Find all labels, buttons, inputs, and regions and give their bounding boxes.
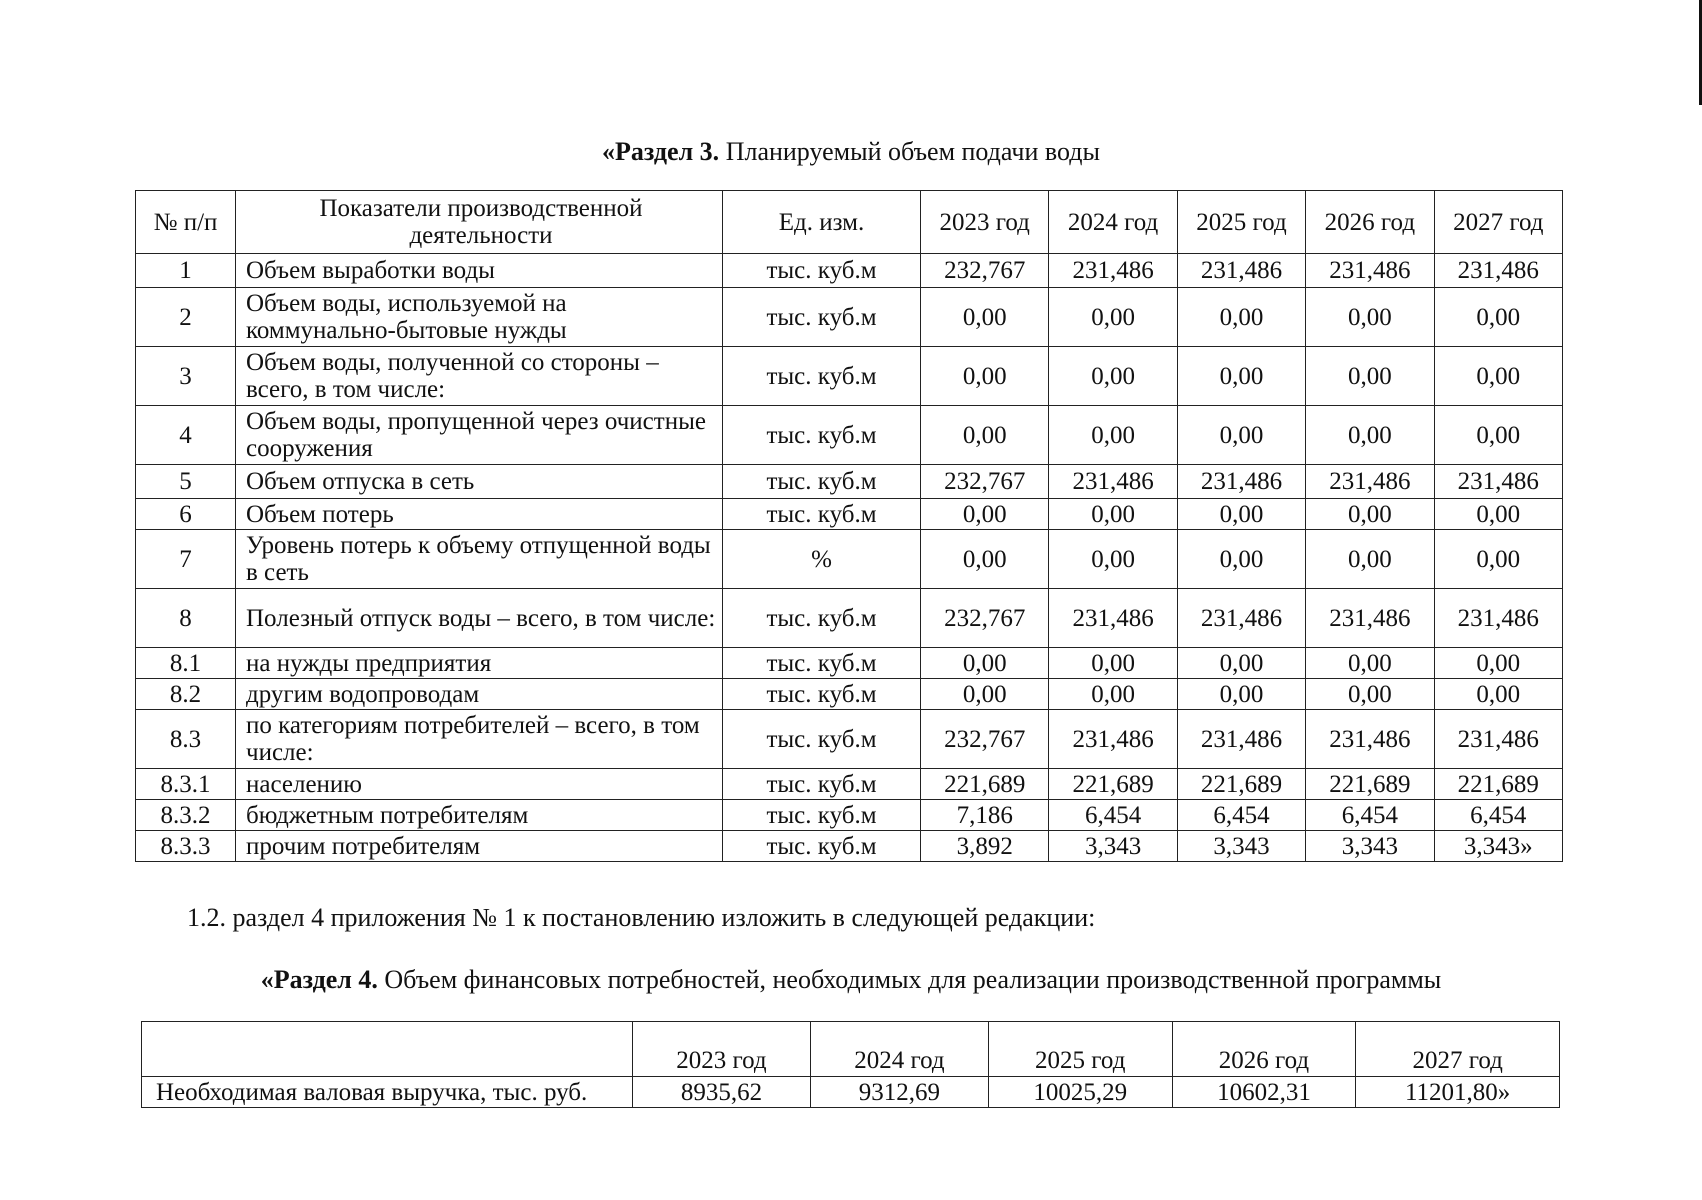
- row-indicator: по категориям потребителей – всего, в том числе:: [236, 710, 723, 769]
- row-unit: тыс. куб.м: [723, 679, 921, 710]
- value-2023: 0,00: [921, 499, 1049, 530]
- value-2026: 0,00: [1306, 499, 1434, 530]
- table-row: [136, 800, 1563, 831]
- value-2027: 221,689: [1434, 769, 1562, 800]
- table-header-row: [136, 191, 1563, 254]
- section-4-title-text: Объем финансовых потребностей, необходимых для реализации производственной программы: [377, 965, 1442, 994]
- value-2023: 221,689: [921, 769, 1049, 800]
- value-2025: 0,00: [1177, 406, 1305, 465]
- value-2023: 232,767: [921, 465, 1049, 499]
- value-2027: 0,00: [1434, 679, 1562, 710]
- row-indicator: Объем воды, полученной со стороны – всего, в том числе:: [236, 347, 723, 406]
- row-indicator: Уровень потерь к объему отпущенной воды в сеть: [236, 530, 723, 589]
- section-3-title-bold: «Раздел 3.: [602, 137, 720, 166]
- row-indicator: Объем воды, пропущенной через очистные сооружения: [236, 406, 723, 465]
- value-2024: 231,486: [1049, 465, 1177, 499]
- value-2025: 0,00: [1177, 288, 1305, 347]
- value-2025: 221,689: [1177, 769, 1305, 800]
- row-number: 5: [136, 465, 236, 499]
- section-4-title: [0, 964, 1702, 996]
- water-supply-table-body: [136, 254, 1563, 862]
- row-unit: тыс. куб.м: [723, 769, 921, 800]
- header-2023: 2023 год: [921, 191, 1049, 254]
- value-2024: 0,00: [1049, 347, 1177, 406]
- value-2023: 0,00: [921, 288, 1049, 347]
- value-2027: 0,00: [1434, 499, 1562, 530]
- value-2026: 0,00: [1306, 648, 1434, 679]
- row-indicator: Объем потерь: [236, 499, 723, 530]
- value-2026: 0,00: [1306, 288, 1434, 347]
- value-2025: 231,486: [1177, 710, 1305, 769]
- row-unit: тыс. куб.м: [723, 648, 921, 679]
- table-row: [136, 499, 1563, 530]
- value-2024: 0,00: [1049, 530, 1177, 589]
- header-2026: 2026 год: [1172, 1022, 1356, 1077]
- value-2024: 0,00: [1049, 648, 1177, 679]
- value-2023: 232,767: [921, 254, 1049, 288]
- value-2027: 0,00: [1434, 288, 1562, 347]
- value-2025: 6,454: [1177, 800, 1305, 831]
- row-number: 8.3: [136, 710, 236, 769]
- row-unit: тыс. куб.м: [723, 347, 921, 406]
- value-2025: 0,00: [1177, 499, 1305, 530]
- row-unit: тыс. куб.м: [723, 831, 921, 862]
- value-2027: 0,00: [1434, 406, 1562, 465]
- row-indicator: Объем отпуска в сеть: [236, 465, 723, 499]
- row-indicator: прочим потребителям: [236, 831, 723, 862]
- value-2027: 0,00: [1434, 347, 1562, 406]
- value-2026: 3,343: [1306, 831, 1434, 862]
- header-2025: 2025 год: [1177, 191, 1305, 254]
- value-2026: 231,486: [1306, 465, 1434, 499]
- row-number: 8.3.1: [136, 769, 236, 800]
- value-2024: 0,00: [1049, 499, 1177, 530]
- value-2027: 3,343»: [1434, 831, 1562, 862]
- row-unit: тыс. куб.м: [723, 406, 921, 465]
- value-2024: 231,486: [1049, 710, 1177, 769]
- value-2023: 0,00: [921, 347, 1049, 406]
- value-2026: 10602,31: [1172, 1077, 1356, 1108]
- table-row: [142, 1077, 1560, 1108]
- value-2027: 231,486: [1434, 589, 1562, 648]
- value-2026: 0,00: [1306, 530, 1434, 589]
- table-row: [136, 679, 1563, 710]
- table-row: [136, 347, 1563, 406]
- row-number: 1: [136, 254, 236, 288]
- value-2027: 0,00: [1434, 648, 1562, 679]
- row-unit: тыс. куб.м: [723, 589, 921, 648]
- value-2023: 0,00: [921, 679, 1049, 710]
- row-number: 7: [136, 530, 236, 589]
- table-row: [136, 710, 1563, 769]
- value-2025: 0,00: [1177, 347, 1305, 406]
- header-2025: 2025 год: [988, 1022, 1172, 1077]
- value-2026: 0,00: [1306, 679, 1434, 710]
- value-2023: 232,767: [921, 710, 1049, 769]
- row-unit: тыс. куб.м: [723, 800, 921, 831]
- section-3-title: [0, 136, 1702, 168]
- value-2023: 0,00: [921, 530, 1049, 589]
- header-empty: [142, 1022, 633, 1077]
- value-2025: 231,486: [1177, 465, 1305, 499]
- value-2025: 0,00: [1177, 679, 1305, 710]
- value-2027: 11201,80»: [1356, 1077, 1560, 1108]
- value-2027: 231,486: [1434, 465, 1562, 499]
- row-number: 4: [136, 406, 236, 465]
- value-2024: 231,486: [1049, 254, 1177, 288]
- value-2027: 231,486: [1434, 710, 1562, 769]
- row-indicator: Объем выработки воды: [236, 254, 723, 288]
- table-header-row: [142, 1022, 1560, 1077]
- row-number: 2: [136, 288, 236, 347]
- table-row: [136, 769, 1563, 800]
- header-2026: 2026 год: [1306, 191, 1434, 254]
- value-2026: 231,486: [1306, 254, 1434, 288]
- value-2024: 0,00: [1049, 406, 1177, 465]
- table-row: [136, 589, 1563, 648]
- value-2025: 0,00: [1177, 648, 1305, 679]
- row-indicator: Полезный отпуск воды – всего, в том числе:: [236, 589, 723, 648]
- table-row: [136, 288, 1563, 347]
- header-2024: 2024 год: [1049, 191, 1177, 254]
- value-2024: 6,454: [1049, 800, 1177, 831]
- row-unit: тыс. куб.м: [723, 254, 921, 288]
- value-2027: 231,486: [1434, 254, 1562, 288]
- value-2023: 232,767: [921, 589, 1049, 648]
- row-unit: тыс. куб.м: [723, 499, 921, 530]
- table-row: [136, 465, 1563, 499]
- value-2025: 3,343: [1177, 831, 1305, 862]
- header-2023: 2023 год: [633, 1022, 811, 1077]
- amendment-paragraph: 1.2. раздел 4 приложения № 1 к постановлению изложить в следующей редакции:: [187, 903, 1096, 932]
- row-unit: тыс. куб.м: [723, 710, 921, 769]
- value-2025: 10025,29: [988, 1077, 1172, 1108]
- value-2023: 3,892: [921, 831, 1049, 862]
- water-supply-table: [135, 190, 1563, 862]
- value-2024: 3,343: [1049, 831, 1177, 862]
- row-number: 8: [136, 589, 236, 648]
- row-label: Необходимая валовая выручка, тыс. руб.: [142, 1077, 633, 1108]
- row-unit: %: [723, 530, 921, 589]
- header-num: № п/п: [136, 191, 236, 254]
- section-4-title-bold: «Раздел 4.: [260, 965, 378, 994]
- value-2024: 9312,69: [810, 1077, 988, 1108]
- value-2027: 0,00: [1434, 530, 1562, 589]
- row-number: 8.1: [136, 648, 236, 679]
- value-2023: 8935,62: [633, 1077, 811, 1108]
- value-2026: 231,486: [1306, 710, 1434, 769]
- header-2027: 2027 год: [1434, 191, 1562, 254]
- value-2024: 0,00: [1049, 679, 1177, 710]
- row-indicator: бюджетным потребителям: [236, 800, 723, 831]
- row-indicator: Объем воды, используемой на коммунально-бытовые нужды: [236, 288, 723, 347]
- table-row: [136, 406, 1563, 465]
- header-indicator: Показатели производственной деятельности: [236, 191, 723, 254]
- value-2026: 0,00: [1306, 347, 1434, 406]
- row-number: 3: [136, 347, 236, 406]
- table-row: [136, 831, 1563, 862]
- value-2026: 231,486: [1306, 589, 1434, 648]
- value-2025: 231,486: [1177, 589, 1305, 648]
- row-number: 6: [136, 499, 236, 530]
- row-indicator: населению: [236, 769, 723, 800]
- value-2025: 231,486: [1177, 254, 1305, 288]
- financial-needs-table: [141, 1021, 1560, 1108]
- value-2023: 0,00: [921, 406, 1049, 465]
- value-2023: 7,186: [921, 800, 1049, 831]
- row-unit: тыс. куб.м: [723, 288, 921, 347]
- row-number: 8.3.3: [136, 831, 236, 862]
- value-2026: 221,689: [1306, 769, 1434, 800]
- table-row: [136, 530, 1563, 589]
- value-2024: 231,486: [1049, 589, 1177, 648]
- value-2026: 0,00: [1306, 406, 1434, 465]
- value-2024: 0,00: [1049, 288, 1177, 347]
- header-2024: 2024 год: [810, 1022, 988, 1077]
- value-2024: 221,689: [1049, 769, 1177, 800]
- section-3-title-text: Планируемый объем подачи воды: [719, 137, 1100, 166]
- value-2023: 0,00: [921, 648, 1049, 679]
- value-2026: 6,454: [1306, 800, 1434, 831]
- row-number: 8.3.2: [136, 800, 236, 831]
- row-indicator: на нужды предприятия: [236, 648, 723, 679]
- value-2025: 0,00: [1177, 530, 1305, 589]
- header-2027: 2027 год: [1356, 1022, 1560, 1077]
- table-row: [136, 254, 1563, 288]
- row-unit: тыс. куб.м: [723, 465, 921, 499]
- header-unit: Ед. изм.: [723, 191, 921, 254]
- value-2027: 6,454: [1434, 800, 1562, 831]
- row-number: 8.2: [136, 679, 236, 710]
- row-indicator: другим водопроводам: [236, 679, 723, 710]
- table-row: [136, 648, 1563, 679]
